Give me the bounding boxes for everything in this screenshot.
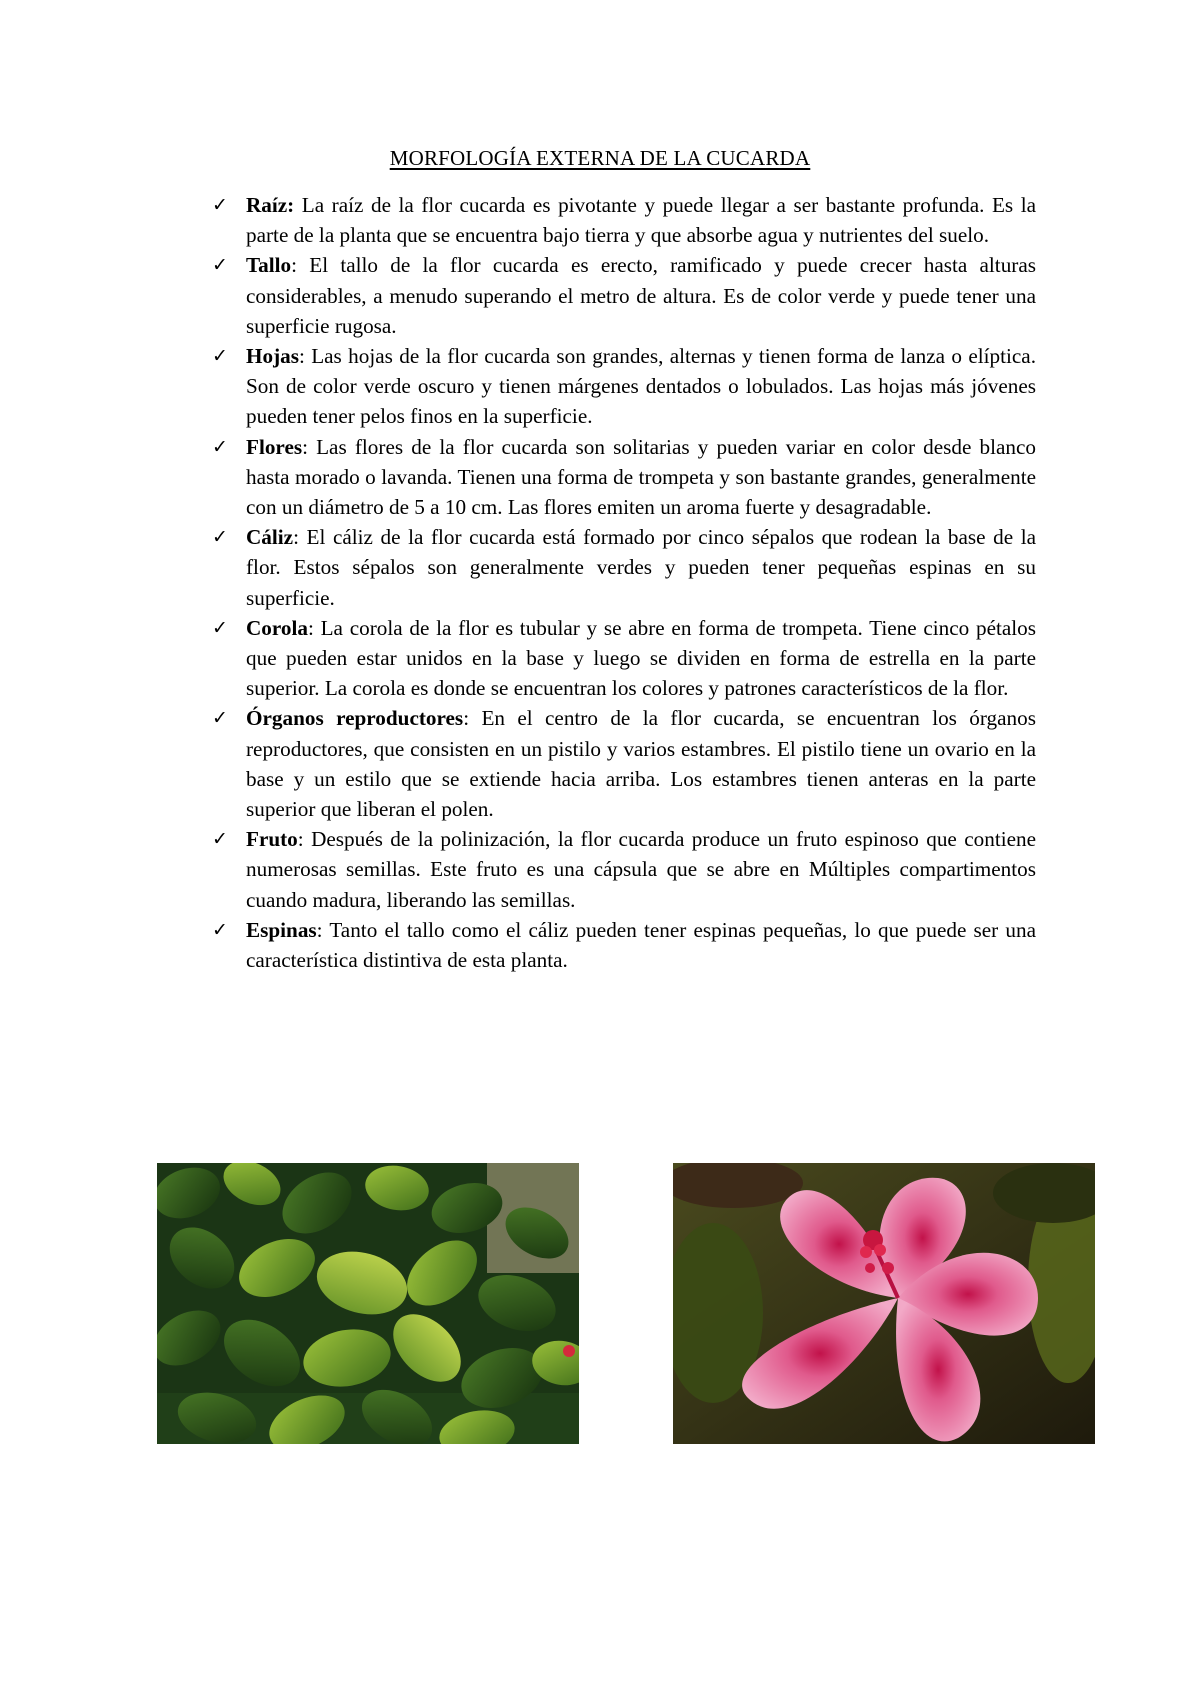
check-icon: ✓ <box>212 918 228 941</box>
list-item-tallo <box>212 250 1036 341</box>
check-icon: ✓ <box>212 828 228 851</box>
list-item-hojas <box>212 341 1036 432</box>
document-title: MORFOLOGÍA EXTERNA DE LA CUCARDA <box>389 146 811 170</box>
item-text: : El cáliz de la flor cucarda está formado por cinco sépalos que rodean la base de la flor. Estos sépalos son generalmente verdes y pueden tener pequeñas espinas en su superficie. <box>246 525 1036 610</box>
list-item-corola <box>212 613 1036 704</box>
list-item-raiz <box>212 190 1036 250</box>
item-term: Cáliz <box>246 525 294 550</box>
item-term: Órganos reproductores <box>246 706 464 731</box>
item-term: Espinas <box>246 917 317 942</box>
flower-image <box>673 1163 1095 1444</box>
item-text: La raíz de la flor cucarda es pivotante y puede llegar a ser bastante profunda. Es la parte de la planta que se encuentra bajo tierra y que absorbe agua y nutrientes del suelo. <box>246 193 1036 248</box>
hibiscus-leaves-photo <box>157 1163 579 1444</box>
item-text: : Tanto el tallo como el cáliz pueden tener espinas pequeñas, lo que puede ser una característica distintiva de esta planta. <box>246 917 1036 973</box>
item-term: Raíz: <box>246 193 295 217</box>
item-term: Flores <box>246 434 303 459</box>
item-term: Fruto <box>246 827 298 852</box>
item-term: Tallo <box>246 253 292 278</box>
item-text: : El tallo de la flor cucarda es erecto, ramificado y puede crecer hasta alturas considerables, a menudo superando el metro de altura. Es de color verde y puede tener una superficie rugosa. <box>246 253 1036 338</box>
check-icon: ✓ <box>212 254 228 277</box>
check-icon: ✓ <box>212 616 228 639</box>
item-text: : La corola de la flor es tubular y se abre en forma de trompeta. Tiene cinco pétalos que pueden estar unidos en la base y luego se dividen en forma de estrella en la parte superior. La corola es donde se encuentran los colores y patrones característicos de la flor. <box>246 615 1036 701</box>
item-text: : Las flores de la flor cucarda son solitarias y pueden variar en color desde blanco hasta morado o lavanda. Tienen una forma de trompeta y son bastante grandes, generalmente con un diámetro de 5 a 10 cm. Las flores emiten un aroma fuerte y desagradable. <box>246 434 1036 520</box>
morphology-list <box>212 190 1036 975</box>
item-text: : Después de la polinización, la flor cucarda produce un fruto espinoso que contiene numerosas semillas. Este fruto es una cápsula que se abre en Múltiples compartimentos cuando madura, liberando las semillas. <box>246 827 1036 912</box>
leaves-image <box>157 1163 579 1444</box>
item-term: Corola <box>246 615 308 640</box>
list-item-organos <box>212 703 1036 824</box>
check-icon: ✓ <box>212 707 228 730</box>
check-icon: ✓ <box>212 345 228 368</box>
list-item-flores <box>212 432 1036 523</box>
list-item-caliz <box>212 522 1036 613</box>
check-icon: ✓ <box>212 194 228 216</box>
check-icon: ✓ <box>212 435 228 458</box>
item-text: : En el centro de la flor cucarda, se encuentran los órganos reproductores, que consisten en un pistilo y varios estambres. El pistilo tiene un ovario en la base y un estilo que se extiende hacia arriba. Los estambres tienen anteras en la parte superior que liberan el polen. <box>246 706 1036 822</box>
list-item-fruto <box>212 824 1036 915</box>
item-text: : Las hojas de la flor cucarda son grandes, alternas y tienen forma de lanza o elíptica. Son de color verde oscuro y tienen márgenes dentados o lobulados. Las hojas más jóvenes pueden tener pelos finos en la superficie. <box>246 344 1036 429</box>
check-icon: ✓ <box>212 526 228 549</box>
item-term: Hojas <box>246 344 299 369</box>
pink-hibiscus-flower-photo <box>673 1163 1095 1444</box>
list-item-espinas <box>212 915 1036 975</box>
